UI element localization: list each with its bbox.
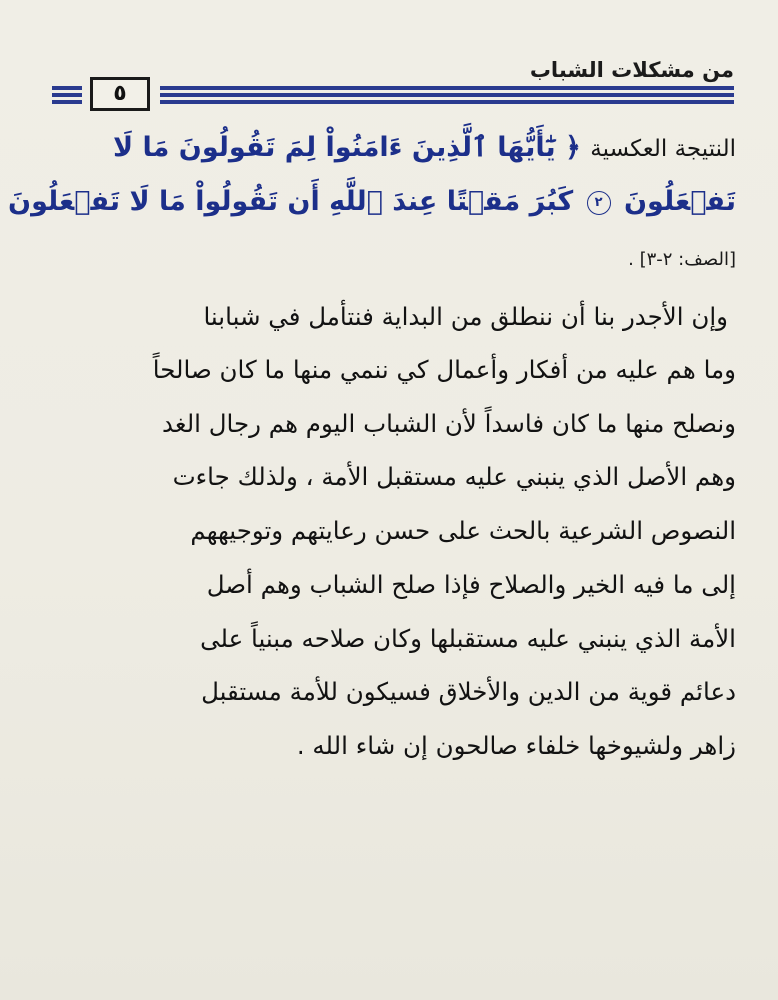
- paragraph-line: زاهر ولشيوخها خلفاء صالحون إن شاء الله .: [296, 731, 736, 760]
- verse-text-2a: تَفۡعَلُونَ: [623, 186, 736, 217]
- page-number: ٥: [90, 77, 150, 111]
- paragraph-line: النصوص الشرعية بالحث على حسن رعايتهم وتوجيههم: [190, 516, 736, 545]
- paragraph-line: ونصلح منها ما كان فاسداً لأن الشباب اليوم هم رجال الغد: [162, 409, 736, 438]
- verse-open-bracket: ﴿: [565, 132, 581, 163]
- header-rule-right: [160, 82, 734, 106]
- header-rule-left: [52, 82, 82, 106]
- quran-verse-line-2: [0, 186, 736, 217]
- paragraph-line: وهم الأصل الذي ينبني عليه مستقبل الأمة ، ولذلك جاءت: [172, 462, 736, 491]
- paragraph-line: دعائم قوية من الدين والأخلاق فسيكون للأمة مستقبل: [201, 677, 736, 706]
- paragraph-line: الأمة الذي ينبني عليه مستقبلها وكان صلاحه مبنياً على: [200, 624, 736, 653]
- verse-text-2b: كَبُرَ مَقۡتًا عِندَ ٱللَّهِ أَن تَقُولُواْ مَا لَا تَفۡعَلُونَ: [8, 186, 574, 217]
- paragraph-line: إلى ما فيه الخير والصلاح فإذا صلح الشباب وهم أصل: [206, 570, 736, 599]
- running-header-title: من مشكلات الشباب: [529, 58, 734, 82]
- paragraph-line: وما هم عليه من أفكار وأعمال كي ننمي منها ما كان صالحاً: [152, 355, 736, 384]
- ayah-marker-2: ٢: [587, 191, 611, 215]
- verse-citation: [الصف: ٢-٣] .: [628, 249, 736, 270]
- paragraph-line: وإن الأجدر بنا أن ننطلق من البداية فنتأمل في شبابنا: [203, 302, 728, 331]
- quran-verse-line-1: [113, 132, 736, 163]
- verse-text-1: يَٰٓأَيُّهَا ٱلَّذِينَ ءَامَنُواْ لِمَ تَقُولُونَ مَا لَا: [113, 132, 556, 163]
- verse-intro-text: النتيجة العكسية: [590, 136, 736, 162]
